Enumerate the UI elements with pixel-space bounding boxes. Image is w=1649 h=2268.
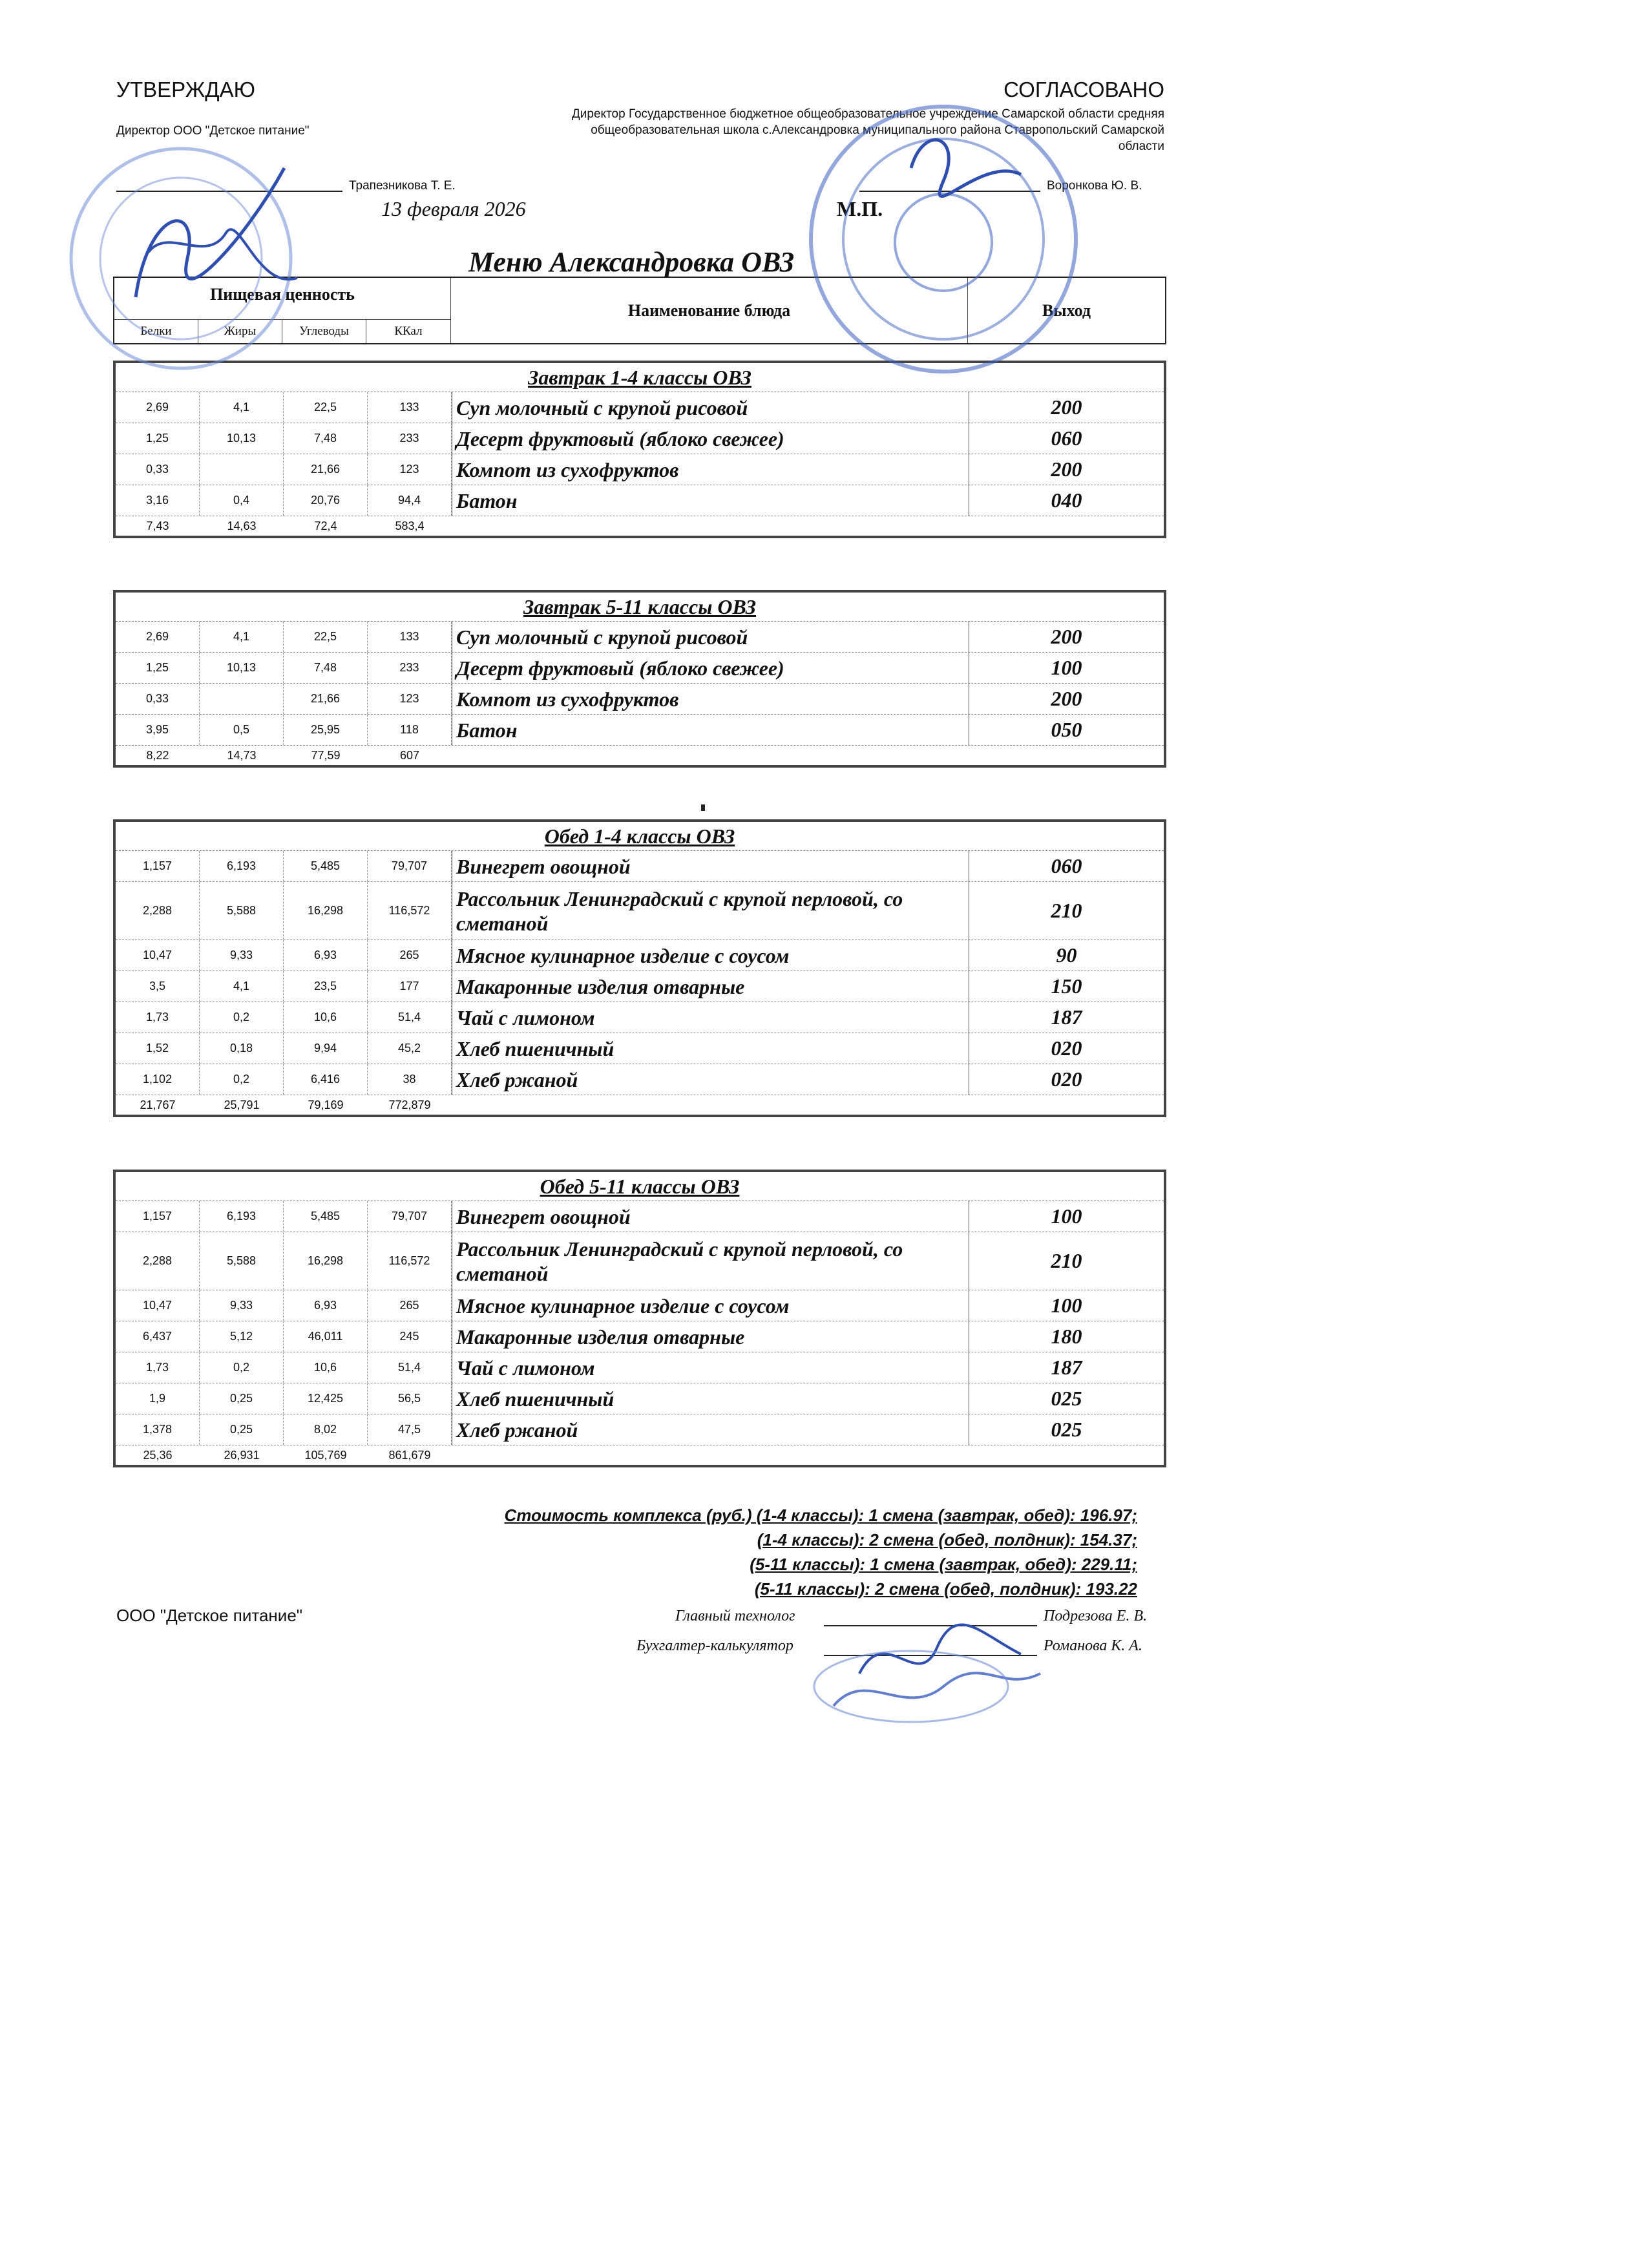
fat-cell: 0,25 [200, 1383, 284, 1414]
carbs-cell: 20,76 [284, 485, 368, 516]
fat-total: 14,63 [227, 519, 257, 532]
table-row [116, 1033, 1164, 1064]
dish-name: Хлеб пшеничный [452, 1383, 969, 1414]
carbs-cell: 8,02 [284, 1414, 368, 1445]
table-row [116, 1002, 1164, 1033]
protein-cell: 3,95 [116, 715, 200, 745]
carbs-total: 77,59 [311, 748, 341, 762]
fat-cell [200, 454, 284, 485]
kcal-cell: 94,4 [368, 485, 452, 516]
output-cell: 100 [969, 1290, 1164, 1321]
table-row [116, 715, 1164, 746]
totals-row [116, 516, 1164, 536]
dish-name: Компот из сухофруктов [452, 454, 969, 485]
dish-name: Макаронные изделия отварные [452, 1321, 969, 1352]
output-cell: 025 [969, 1414, 1164, 1445]
kcal-cell: 118 [368, 715, 452, 745]
section-lunch-1-4 [113, 819, 1166, 1117]
dish-name: Чай с лимоном [452, 1002, 969, 1033]
table-row [116, 423, 1164, 454]
kcal-cell: 133 [368, 622, 452, 652]
table-row [116, 1352, 1164, 1383]
table-row [116, 684, 1164, 715]
table-row [116, 971, 1164, 1002]
fat-cell: 10,13 [200, 423, 284, 454]
protein-cell: 1,73 [116, 1352, 200, 1383]
protein-cell: 0,33 [116, 684, 200, 714]
agree-label: СОГЛАСОВАНО [1003, 78, 1164, 101]
kcal-cell: 123 [368, 684, 452, 714]
fat-cell: 5,12 [200, 1321, 284, 1352]
output-cell: 210 [969, 882, 1164, 940]
dish-name: Суп молочный с крупой рисовой [452, 392, 969, 423]
protein-cell: 6,437 [116, 1321, 200, 1352]
nutrition-header: Пищевая ценность [114, 278, 450, 320]
section-title: Обед 1-4 классы ОВЗ [116, 822, 1164, 851]
table-row [116, 1232, 1164, 1290]
fat-cell [200, 684, 284, 714]
dish-name: Макаронные изделия отварные [452, 971, 969, 1002]
output-cell: 200 [969, 454, 1164, 485]
fat-total: 14,73 [227, 748, 257, 762]
kcal-total: 583,4 [395, 519, 425, 532]
output-cell: 200 [969, 622, 1164, 652]
kcal-cell: 233 [368, 653, 452, 683]
carbs-cell: 16,298 [284, 882, 368, 940]
protein-cell: 0,33 [116, 454, 200, 485]
protein-cell: 1,157 [116, 1201, 200, 1232]
fat-cell: 0,18 [200, 1033, 284, 1064]
output-cell: 040 [969, 485, 1164, 516]
section-title: Обед 5-11 классы ОВЗ [116, 1172, 1164, 1201]
protein-cell: 1,73 [116, 1002, 200, 1033]
fat-total: 25,791 [224, 1098, 260, 1111]
protein-cell: 10,47 [116, 940, 200, 971]
fat-cell: 4,1 [200, 622, 284, 652]
carbs-header: Углеводы [282, 320, 366, 343]
acc-label: Бухгалтер-калькулятор [636, 1637, 793, 1654]
fat-cell: 6,193 [200, 851, 284, 881]
fat-cell: 5,588 [200, 1232, 284, 1290]
round-stamp-left-icon [39, 129, 375, 401]
fat-cell: 9,33 [200, 940, 284, 971]
dish-name: Хлеб ржаной [452, 1414, 969, 1445]
fat-total: 26,931 [224, 1448, 260, 1462]
fat-cell: 10,13 [200, 653, 284, 683]
protein-cell: 1,378 [116, 1414, 200, 1445]
table-row [116, 1383, 1164, 1414]
table-row [116, 485, 1164, 516]
fat-cell: 0,25 [200, 1414, 284, 1445]
table-row [116, 882, 1164, 940]
carbs-total: 72,4 [314, 519, 337, 532]
carbs-cell: 21,66 [284, 684, 368, 714]
table-row [116, 851, 1164, 882]
carbs-cell: 23,5 [284, 971, 368, 1002]
section-title: Завтрак 5-11 классы ОВЗ [116, 593, 1164, 622]
protein-cell: 1,157 [116, 851, 200, 881]
output-cell: 060 [969, 423, 1164, 454]
kcal-cell: 116,572 [368, 1232, 452, 1290]
protein-cell: 1,52 [116, 1033, 200, 1064]
output-cell: 100 [969, 653, 1164, 683]
table-row [116, 1321, 1164, 1352]
carbs-total: 79,169 [308, 1098, 344, 1111]
fat-cell: 9,33 [200, 1290, 284, 1321]
output-cell: 100 [969, 1201, 1164, 1232]
scan-mark [701, 804, 705, 811]
fat-cell: 0,4 [200, 485, 284, 516]
dish-name: Хлеб пшеничный [452, 1033, 969, 1064]
protein-header: Белки [114, 320, 198, 343]
dish-name: Компот из сухофруктов [452, 684, 969, 714]
protein-cell: 1,25 [116, 653, 200, 683]
footer-org: ООО "Детское питание" [116, 1606, 303, 1625]
dish-name: Суп молочный с крупой рисовой [452, 622, 969, 652]
carbs-cell: 6,93 [284, 940, 368, 971]
document-date: 13 февраля 2026 [381, 197, 526, 220]
fat-header: Жиры [198, 320, 282, 343]
kcal-cell: 265 [368, 940, 452, 971]
protein-cell: 3,16 [116, 485, 200, 516]
carbs-cell: 22,5 [284, 392, 368, 423]
dish-name: Десерт фруктовый (яблоко свежее) [452, 653, 969, 683]
dish-name: Десерт фруктовый (яблоко свежее) [452, 423, 969, 454]
kcal-total: 772,879 [388, 1098, 431, 1111]
dish-name: Чай с лимоном [452, 1352, 969, 1383]
carbs-cell: 6,416 [284, 1064, 368, 1095]
protein-total: 21,767 [140, 1098, 176, 1111]
fat-cell: 4,1 [200, 392, 284, 423]
dish-name: Винегрет овощной [452, 1201, 969, 1232]
fat-cell: 0,5 [200, 715, 284, 745]
protein-cell: 10,47 [116, 1290, 200, 1321]
table-row [116, 454, 1164, 485]
carbs-cell: 5,485 [284, 1201, 368, 1232]
kcal-header: ККал [394, 324, 423, 338]
tech-label: Главный технолог [675, 1608, 795, 1624]
approve-position: Директор ООО "Детское питание" [116, 124, 310, 138]
table-row [116, 1064, 1164, 1095]
output-cell: 050 [969, 715, 1164, 745]
carbs-cell: 16,298 [284, 1232, 368, 1290]
agree-name: Воронкова Ю. В. [1047, 179, 1142, 193]
kcal-cell: 51,4 [368, 1002, 452, 1033]
protein-cell: 2,69 [116, 622, 200, 652]
dish-name: Рассольник Ленинградский с крупой перловой, со сметаной [452, 882, 969, 940]
output-cell: 210 [969, 1232, 1164, 1290]
kcal-cell: 245 [368, 1321, 452, 1352]
section-lunch-5-11 [113, 1170, 1166, 1467]
carbs-cell: 46,011 [284, 1321, 368, 1352]
carbs-cell: 12,425 [284, 1383, 368, 1414]
carbs-cell: 25,95 [284, 715, 368, 745]
carbs-cell: 7,48 [284, 653, 368, 683]
protein-total: 7,43 [146, 519, 169, 532]
output-cell: 020 [969, 1033, 1164, 1064]
kcal-cell: 79,707 [368, 1201, 452, 1232]
tech-name: Подрезова Е. В. [1044, 1608, 1148, 1624]
carbs-cell: 5,485 [284, 851, 368, 881]
dish-name: Мясное кулинарное изделие с соусом [452, 940, 969, 971]
protein-total: 25,36 [143, 1448, 173, 1462]
table-row [116, 940, 1164, 971]
output-cell: 020 [969, 1064, 1164, 1095]
carbs-cell: 6,93 [284, 1290, 368, 1321]
carbs-cell: 10,6 [284, 1002, 368, 1033]
carbs-cell: 10,6 [284, 1352, 368, 1383]
protein-cell: 2,288 [116, 1232, 200, 1290]
protein-cell: 1,102 [116, 1064, 200, 1095]
fat-cell: 5,588 [200, 882, 284, 940]
protein-cell: 3,5 [116, 971, 200, 1002]
carbs-cell: 21,66 [284, 454, 368, 485]
carbs-cell: 22,5 [284, 622, 368, 652]
mp-label: М.П. [837, 197, 883, 220]
output-cell: 187 [969, 1352, 1164, 1383]
carbs-cell: 7,48 [284, 423, 368, 454]
cost-line-2: (1-4 классы): 2 смена (обед, полдник): 154.37; [757, 1530, 1137, 1549]
dish-name: Хлеб ржаной [452, 1064, 969, 1095]
kcal-cell: 79,707 [368, 851, 452, 881]
approve-name: Трапезникова Т. Е. [349, 179, 456, 193]
fat-cell: 0,2 [200, 1064, 284, 1095]
kcal-total: 607 [399, 748, 420, 762]
totals-row [116, 1445, 1164, 1465]
output-cell: 060 [969, 851, 1164, 881]
output-cell: 90 [969, 940, 1164, 971]
table-row [116, 622, 1164, 653]
dish-name: Батон [452, 485, 969, 516]
protein-cell: 2,69 [116, 392, 200, 423]
section-breakfast-5-11 [113, 590, 1166, 768]
output-cell: 180 [969, 1321, 1164, 1352]
kcal-cell: 177 [368, 971, 452, 1002]
kcal-cell: 45,2 [368, 1033, 452, 1064]
table-row [116, 1290, 1164, 1321]
table-row [116, 1201, 1164, 1232]
output-cell: 200 [969, 684, 1164, 714]
kcal-cell: 265 [368, 1290, 452, 1321]
table-row [116, 653, 1164, 684]
fat-cell: 0,2 [200, 1002, 284, 1033]
acc-name: Романова К. А. [1044, 1637, 1142, 1654]
page-title: Меню Александровка ОВЗ [468, 246, 795, 278]
protein-cell: 1,9 [116, 1383, 200, 1414]
kcal-cell: 116,572 [368, 882, 452, 940]
output-cell: 025 [969, 1383, 1164, 1414]
output-cell: 200 [969, 392, 1164, 423]
output-header: Выход [967, 278, 1165, 343]
fat-cell: 0,2 [200, 1352, 284, 1383]
kcal-cell: 123 [368, 454, 452, 485]
kcal-total: 861,679 [388, 1448, 431, 1462]
protein-cell: 1,25 [116, 423, 200, 454]
round-stamp-right-icon [750, 97, 1124, 381]
dish-name: Мясное кулинарное изделие с соусом [452, 1290, 969, 1321]
cost-line-1: Стоимость комплекса (руб.) (1-4 классы): 1 смена (завтрак, обед): 196.97; [504, 1506, 1137, 1525]
dish-name: Винегрет овощной [452, 851, 969, 881]
cost-line-4: (5-11 классы): 2 смена (обед, полдник): 193.22 [754, 1579, 1137, 1599]
signature-icon [808, 1596, 1079, 1725]
protein-total: 8,22 [146, 748, 169, 762]
fat-cell: 6,193 [200, 1201, 284, 1232]
output-cell: 150 [969, 971, 1164, 1002]
kcal-cell: 133 [368, 392, 452, 423]
table-row [116, 1414, 1164, 1445]
kcal-cell: 233 [368, 423, 452, 454]
kcal-cell: 56,5 [368, 1383, 452, 1414]
kcal-cell: 38 [368, 1064, 452, 1095]
fat-cell: 4,1 [200, 971, 284, 1002]
protein-cell: 2,288 [116, 882, 200, 940]
carbs-cell: 9,94 [284, 1033, 368, 1064]
dish-name: Рассольник Ленинградский с крупой перловой, со сметаной [452, 1232, 969, 1290]
kcal-cell: 47,5 [368, 1414, 452, 1445]
output-cell: 187 [969, 1002, 1164, 1033]
carbs-total: 105,769 [304, 1448, 347, 1462]
approve-label: УТВЕРЖДАЮ [116, 78, 255, 101]
totals-row [116, 746, 1164, 765]
cost-line-3: (5-11 классы): 1 смена (завтрак, обед): 229.11; [750, 1555, 1137, 1574]
dish-name: Батон [452, 715, 969, 745]
totals-row [116, 1095, 1164, 1115]
agree-position: Директор Государственное бюджетное общеобразовательное учреждение Самарской области средняя общеобразовательная школа с.Александровка муниципального района Ставропольский Самарской области [571, 107, 1164, 153]
kcal-cell: 51,4 [368, 1352, 452, 1383]
dish-header: Наименование блюда [450, 278, 967, 343]
section-title: Завтрак 1-4 классы ОВЗ [116, 363, 1164, 392]
